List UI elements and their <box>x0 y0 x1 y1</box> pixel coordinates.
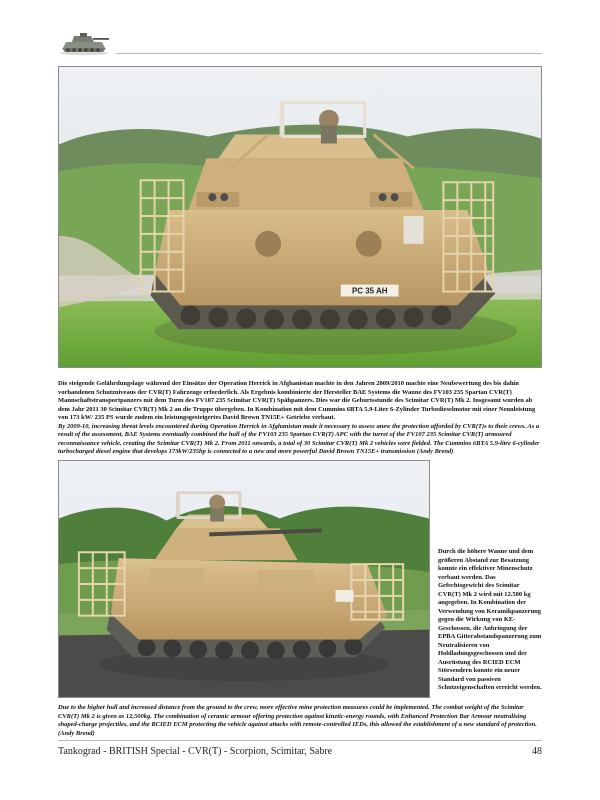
bottom-vehicle-photo <box>58 460 430 698</box>
vehicle-plate: PC 35 AH <box>351 286 388 296</box>
top-vehicle-photo <box>58 66 542 368</box>
header-rule <box>116 53 542 54</box>
side-caption-german: Durch die höhere Wanne und dem größeren Abstand zur Besatzung konnte ein effektiver Minenschutz verbaut werden. Das Gefechtsgewicht des Scimitar CVR(T) Mk 2 wird mit 12.500 kg angegeben. In Kombination der Verwendung von Keramikpanzerung gegen die Wirkung von KE-Geschossen, die Anbringung der EPBA Gitterabstandspanzerung zum Neutralisieren von Hohlladungsgeschossen und der Ausrüstung des RCIED ECM Störsendern konnte ein neuer Standard von passiven Schutzeigenschaften erreicht werden. <box>438 548 542 691</box>
page-number: 48 <box>532 746 542 757</box>
footer-title: Tankograd - BRITISH Special - CVR(T) - Scorpion, Scimitar, Sabre <box>58 746 333 757</box>
tank-silhouette-icon <box>58 30 110 56</box>
bottom-caption-english: Due to the higher hull and increased distance from the ground to the crew, more effective mine protection measures could be implemented. The combat weight of the Scimitar CVR(T) Mk 2 is given as 12,500kg. The combination of ceramic armour offering protection against kinetic-energy rounds, with Enhanced Protection Bar Armour neutralising shaped-charge projectiles, and the RCIED ECM protecting the vehicle against attacks with remote-controlled IEDs, this allowed the establishment of a new standard of protection. (Andy Brend) <box>58 704 537 737</box>
top-caption-german: Die steigende Gefährdungslage während der Einsätze der Operation Herrick in Afghanistan machte in den Jahren 2009/2010 machte eine Neubewertung des bis dahin vorhandenen Schutzniveaus der CVR(T) Fahrzeuge erforderlich. Als Ergebnis kombinierte der Hersteller BAE Systems die Wanne des FV103 235 Spartan CVR(T) Mannschaftstransportpanzers mit dem Turm des FV107 235 Scimitar CVR(T) Spähpanzers. Dies war die Geburtsstunde des Scimitar CVR(T) Mk 2. Insgesamt wurden ab dem Jahr 2011 30 Scimitar CVR(T) Mk 2 an die Truppe übergeben. In Kombination mit dem Cummins 6BTA 5.9-Liter 6-Zylinder Turbodieselmotor mit einer Nennleistung von 173 kW/ 235 PS wurde zudem ein leistungsgesteigertes David Brown TN15E+ Getriebe verbaut. <box>58 380 536 421</box>
footer-rule <box>58 740 542 741</box>
top-caption-english: By 2009-10, increasing threat levels encountered during Operation Herrick in Afghanistan made it necessary to assess anew the protection afforded by CVR(T)s to their crews. As a result of the assessment, BAE Systems eventually combined the hull of the FV103 235 Spartan CVR(T) APC with the turret of the FV107 235 Scimitar CVR(T) armoured reconnaissance vehicle, creating the Scimitar CVR(T) Mk 2. From 2011 onwards, a total of 30 Scimitar CVR(T) Mk 2 vehicles were fielded. The Cummins 6BTA 5.9-litre 6-cylinder turbocharged diesel engine that develops 173kW/235hp is connected to a new and more powerful David Brown TN15E+ transmission (Andy Brend) <box>58 422 540 455</box>
top-caption <box>58 380 542 457</box>
